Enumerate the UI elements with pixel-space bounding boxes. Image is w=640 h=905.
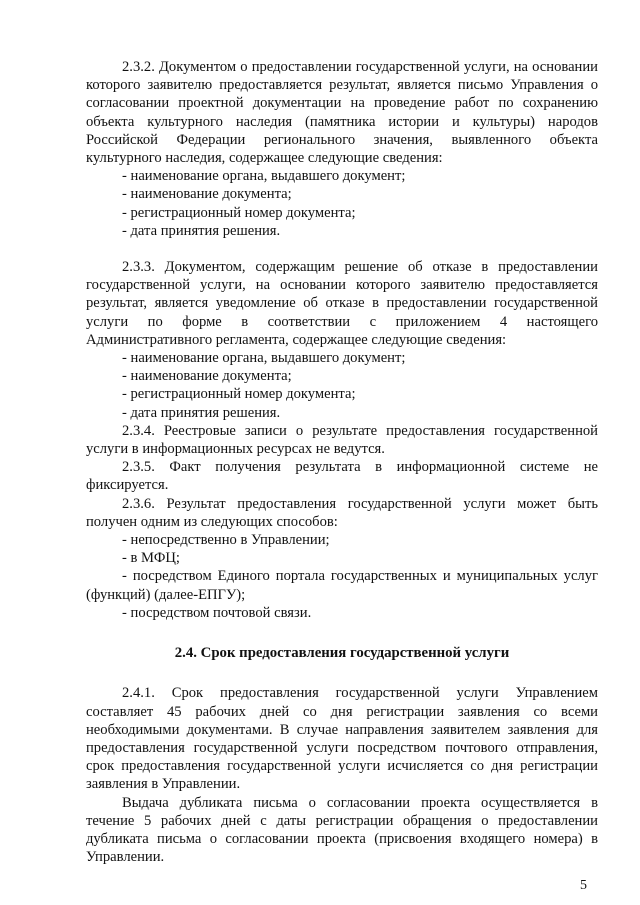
list-item: - посредством почтовой связи. [122,604,312,621]
paragraph-2-3-6: 2.3.6. Результат предоставления государственной услуги может быть получен одним из следующих способов: [86,495,598,530]
paragraph-2-3-4: 2.3.4. Реестровые записи о результате предоставления государственной услуги в информационных ресурсах не ведутся. [86,422,598,458]
list-item: - наименование органа, выдавшего документ; [122,168,406,185]
list-item: - непосредственно в Управлении; [122,532,330,549]
page-number: 5 [580,878,587,893]
spacer [86,622,598,644]
section-heading-2-4: 2.4. Срок предоставления государственной услуги [174,645,510,662]
page-body [86,58,598,866]
list-item: - посредством Единого портала государственных и муниципальных услуг (функций) (далее-ЕПГУ); [86,568,598,603]
list-item: - регистрационный номер документа; [122,204,356,221]
paragraph-2-4-1: 2.4.1. Срок предоставления государственной услуги Управлением составляет 45 рабочих дней со дня регистрации заявления со всеми необходимыми документами. В случае направления заявителем заявления для предоставления государственной услуги посредством почтового отправления, срок предоставления государственной услуги исчисляется со дня регистрации заявления в Управлении. [86,685,598,793]
list-item: - дата принятия решения. [122,404,281,421]
list-item: - наименование документа; [122,368,292,385]
list-item: - в МФЦ; [122,550,180,567]
spacer [86,662,598,684]
list-item: - дата принятия решения. [122,222,281,239]
list-item: - наименование органа, выдавшего документ; [122,350,406,367]
list-item: - наименование документа; [122,186,292,203]
paragraph-2-3-2: 2.3.2. Документом о предоставлении государственной услуги, на основании которого заявителю предоставляется результат, является письмо Управления о согласовании проектной документации на проведение работ по сохранению объекта культурного наследия (памятника истории и культуры) народов Российской Федерации регионального значения, выявленного объекта культурного наследия, содержащее следующие сведения: [86,59,598,167]
spacer [86,240,598,258]
paragraph-2-3-5: 2.3.5. Факт получения результата в информационной системе не фиксируется. [86,459,598,494]
paragraph-duplicate: Выдача дубликата письма о согласовании проекта осуществляется в течение 5 рабочих дней с даты регистрации обращения о предоставлении дубликата письма о согласовании проекта (присвоения входящего номера) в Управлении. [86,794,598,866]
paragraph-2-3-3: 2.3.3. Документом, содержащим решение об отказе в предоставлении государственной услуги, на основании которого заявителю предоставляется результат, является уведомление об отказе в предоставлении государственной услуги по форме в соответствии с приложением 4 настоящего Административного регламента, содержащее следующие сведения: [86,259,598,348]
list-item: - регистрационный номер документа; [122,386,356,403]
